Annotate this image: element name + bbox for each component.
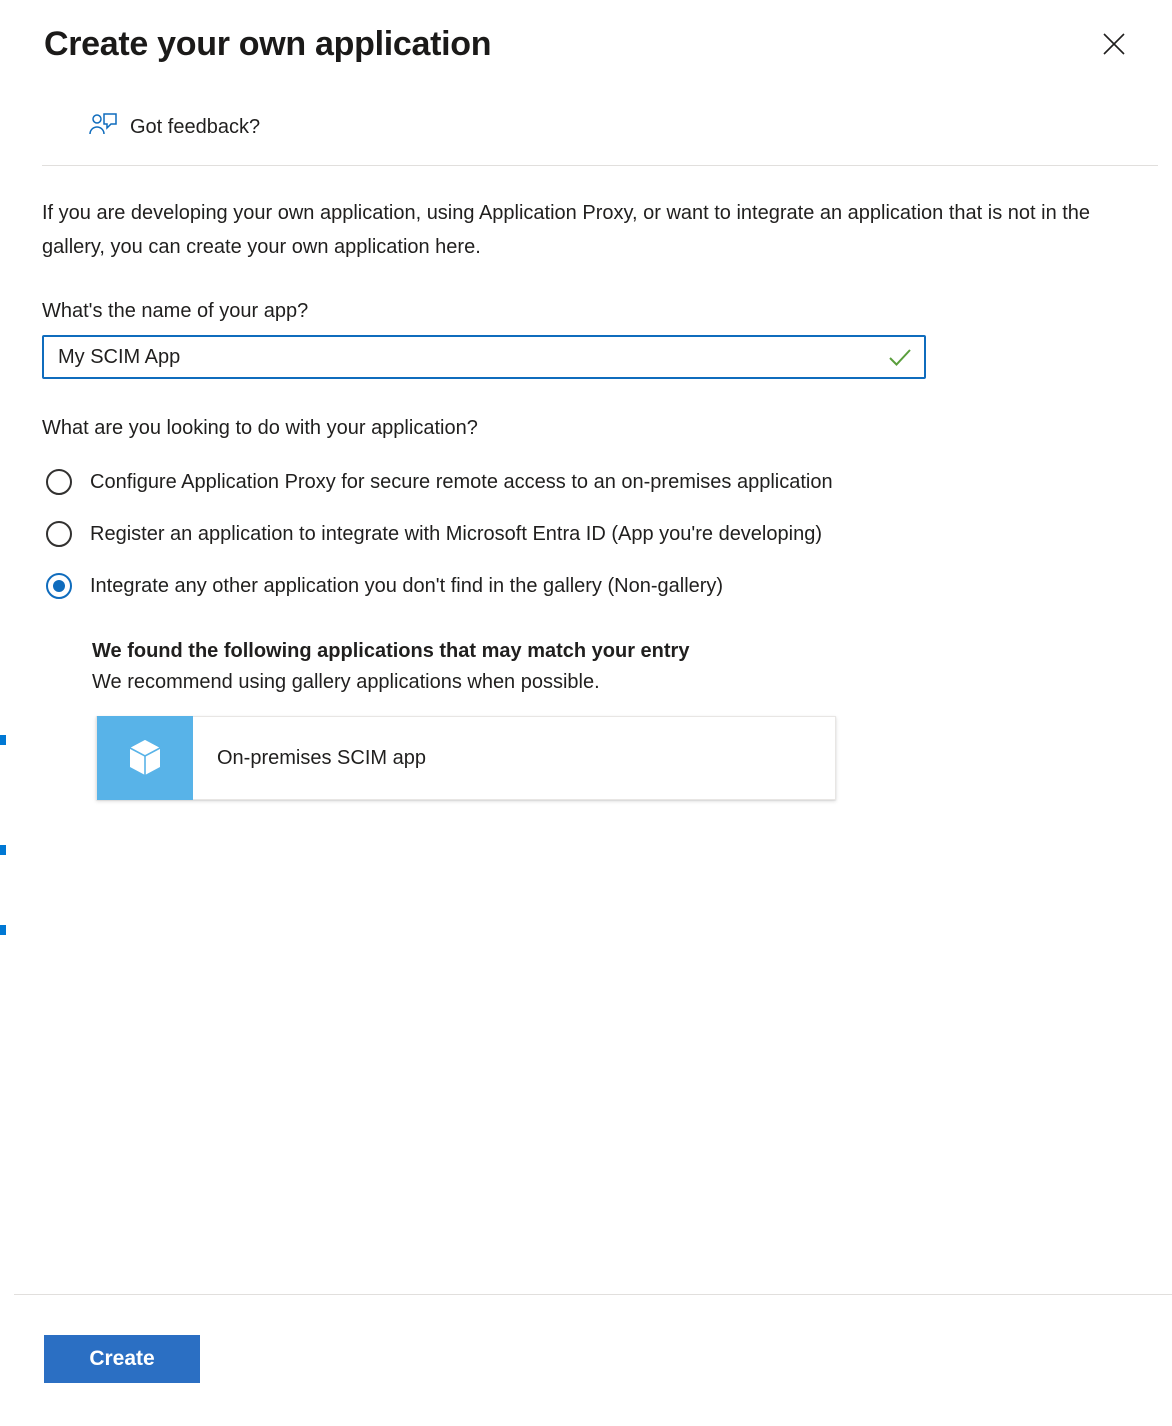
radio-option-label: Register an application to integrate with Microsoft Entra ID (App you're developing) <box>90 522 822 545</box>
background-accent-sliver <box>0 845 6 855</box>
suggested-apps-title: We found the following applications that may match your entry <box>92 640 690 662</box>
feedback-bar <box>42 86 1158 166</box>
app-name-field-wrapper <box>42 335 926 379</box>
suggested-app-card[interactable] <box>96 716 836 800</box>
page-title: Create your own application <box>44 25 492 63</box>
radio-option-non-gallery[interactable] <box>42 560 1142 612</box>
background-page-edge <box>0 0 14 1426</box>
radio-option-register-app[interactable] <box>42 508 1142 560</box>
feedback-link[interactable]: Got feedback? <box>130 116 261 138</box>
radio-indicator-selected <box>46 573 72 599</box>
cube-app-icon <box>97 716 193 800</box>
purpose-radio-group <box>42 456 1142 612</box>
app-name-label: What's the name of your app? <box>42 300 309 322</box>
dialog-footer <box>14 1294 1172 1426</box>
background-accent-sliver <box>0 925 6 935</box>
close-icon <box>1101 31 1127 57</box>
suggested-apps-section <box>92 640 1142 800</box>
app-name-input[interactable] <box>42 335 926 379</box>
close-button[interactable] <box>1096 26 1132 62</box>
background-accent-sliver <box>0 735 6 745</box>
radio-option-app-proxy[interactable] <box>42 456 1142 508</box>
create-application-dialog <box>14 0 1172 1426</box>
create-button[interactable]: Create <box>44 1335 200 1383</box>
suggested-apps-subtitle: We recommend using gallery applications when possible. <box>92 671 600 693</box>
purpose-question: What are you looking to do with your application? <box>42 417 478 439</box>
feedback-person-icon <box>88 112 118 143</box>
radio-option-label: Configure Application Proxy for secure remote access to an on-premises application <box>90 470 833 493</box>
radio-option-label: Integrate any other application you don't find in the gallery (Non-gallery) <box>90 574 724 597</box>
dialog-body <box>14 166 1172 800</box>
suggested-app-name: On-premises SCIM app <box>217 746 426 769</box>
intro-text: If you are developing your own application, using Application Proxy, or want to integrate an application that is not in the gallery, you can create your own application here. <box>42 202 1091 258</box>
dialog-header <box>14 0 1172 86</box>
radio-indicator <box>46 521 72 547</box>
radio-indicator <box>46 469 72 495</box>
